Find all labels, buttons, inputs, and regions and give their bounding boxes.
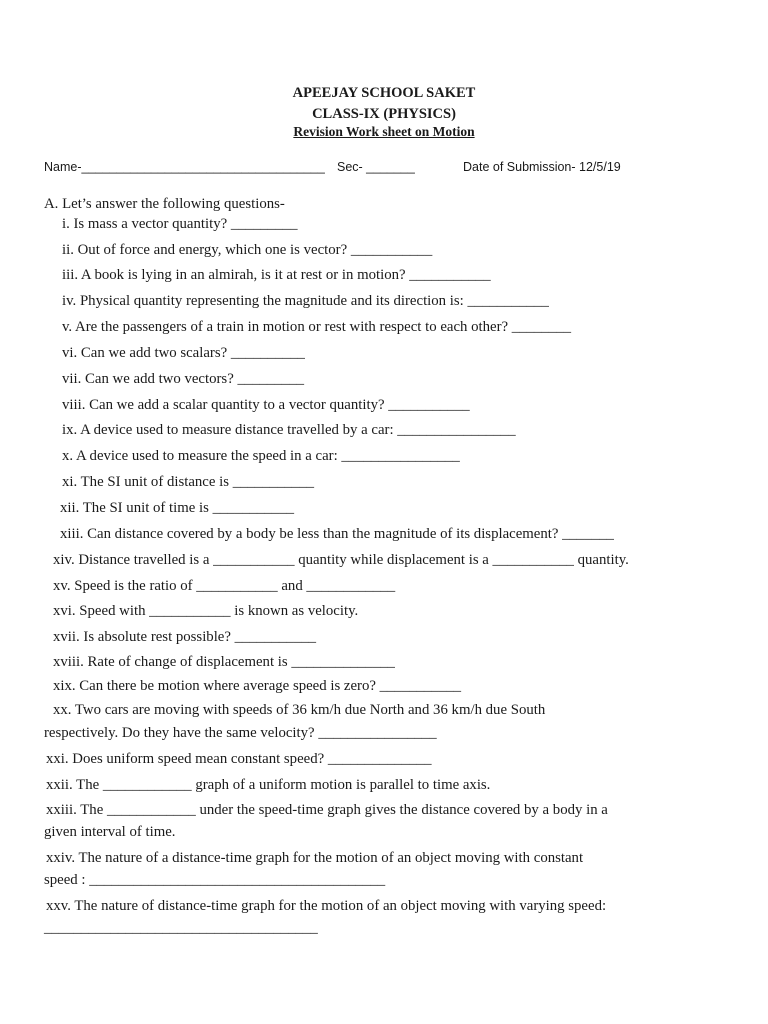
question-item: ii. Out of force and energy, which one is vector? ___________ (62, 242, 433, 258)
question-item: xviii. Rate of change of displacement is ______________ (53, 654, 395, 670)
submission-date: Date of Submission- 12/5/19 (463, 160, 621, 174)
worksheet-title: Revision Work sheet on Motion (293, 124, 475, 139)
class-subject: CLASS-IX (PHYSICS) (312, 106, 456, 122)
question-item: ix. A device used to measure distance travelled by a car: ________________ (62, 422, 516, 438)
question-continuation: respectively. Do they have the same velocity? ________________ (44, 725, 437, 741)
question-item: xx. Two cars are moving with speeds of 36 km/h due North and 36 km/h due South (53, 702, 546, 718)
section-field: Sec- _______ (337, 160, 415, 174)
question-item: x. A device used to measure the speed in a car: ________________ (62, 448, 460, 464)
question-item: iii. A book is lying in an almirah, is it at rest or in motion? ___________ (62, 267, 491, 283)
section-a-heading: A. Let’s answer the following questions- (44, 196, 285, 212)
question-item: viii. Can we add a scalar quantity to a vector quantity? ___________ (62, 397, 470, 413)
question-item: xiii. Can distance covered by a body be less than the magnitude of its displacement? _______ (60, 526, 614, 542)
question-item: xxiv. The nature of a distance-time graph for the motion of an object moving with constant (46, 850, 584, 866)
question-item: xxi. Does uniform speed mean constant speed? ______________ (46, 751, 432, 767)
question-item: xiv. Distance travelled is a ___________ quantity while displacement is a ___________ quantity. (53, 552, 629, 568)
name-field: Name-___________________________________ (44, 160, 325, 174)
question-item: i. Is mass a vector quantity? _________ (62, 216, 298, 232)
question-item: xvi. Speed with ___________ is known as velocity. (53, 603, 359, 619)
question-item: xv. Speed is the ratio of ___________ and ____________ (53, 578, 396, 594)
school-name: APEEJAY SCHOOL SAKET (292, 85, 476, 101)
question-item: xxv. The nature of distance-time graph for the motion of an object moving with varying speed: (46, 898, 607, 914)
question-item: xii. The SI unit of time is ___________ (60, 500, 295, 516)
question-item: xxii. The ____________ graph of a uniform motion is parallel to time axis. (46, 777, 491, 793)
question-continuation: speed : ________________________________________ (44, 872, 386, 888)
question-item: vii. Can we add two vectors? _________ (62, 371, 305, 387)
question-continuation: given interval of time. (44, 824, 176, 840)
question-item: xvii. Is absolute rest possible? ___________ (53, 629, 317, 645)
question-item: vi. Can we add two scalars? __________ (62, 345, 305, 361)
question-item: xi. The SI unit of distance is ___________ (62, 474, 315, 490)
question-item: v. Are the passengers of a train in motion or rest with respect to each other? ________ (62, 319, 571, 335)
question-item: xix. Can there be motion where average speed is zero? ___________ (53, 678, 462, 694)
question-continuation: _____________________________________ (44, 920, 318, 936)
question-item: iv. Physical quantity representing the magnitude and its direction is: ___________ (62, 293, 549, 309)
question-item: xxiii. The ____________ under the speed-time graph gives the distance covered by a body in a (46, 802, 608, 818)
